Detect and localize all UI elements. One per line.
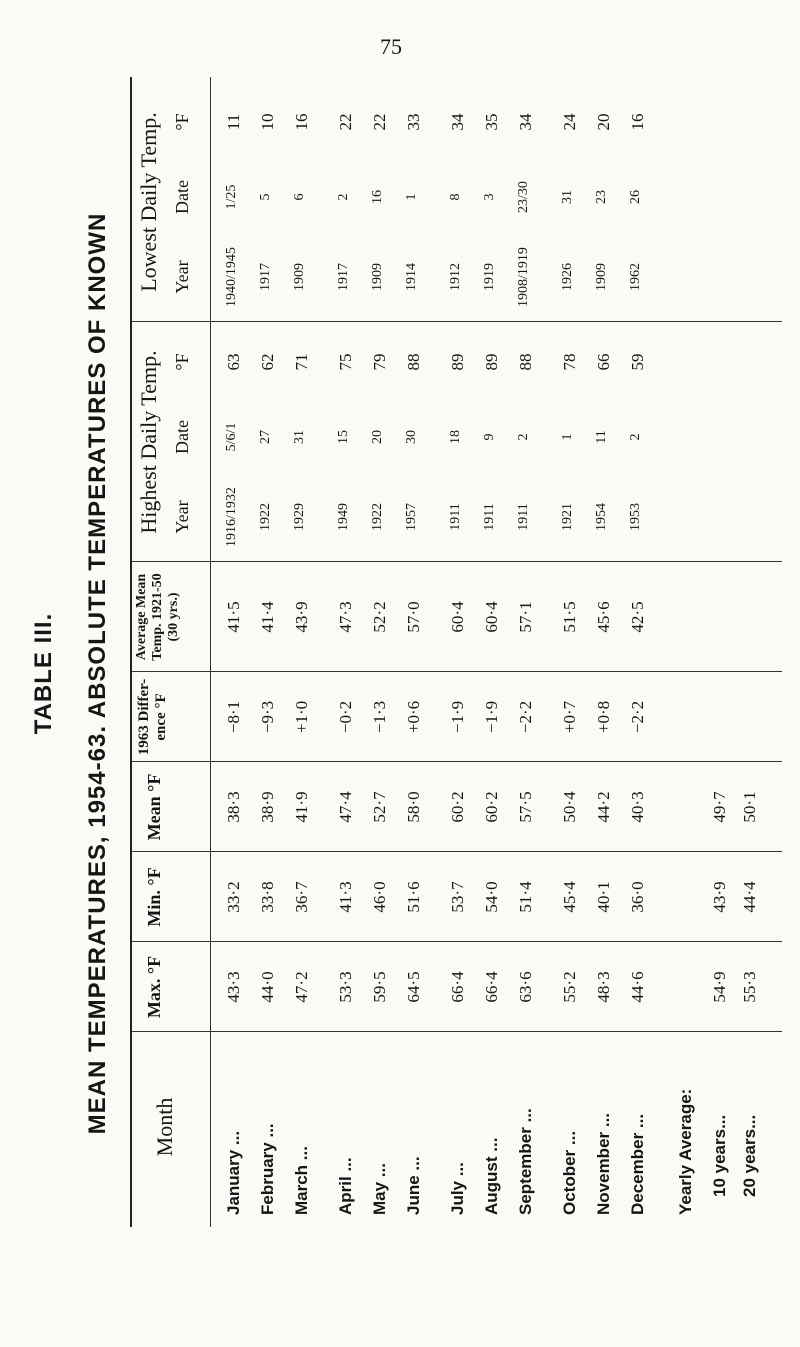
cell-l-year: 1909 — [594, 263, 609, 291]
cell-mean: 44·2 — [594, 791, 613, 823]
cell-l-f: 16 — [292, 113, 311, 131]
cell-l-f: 16 — [628, 113, 647, 131]
cell-l-f: 10 — [258, 113, 277, 131]
cell-mean: 38·9 — [258, 791, 277, 823]
cell-avg: 57·0 — [404, 601, 423, 633]
cell-h-f: 66 — [594, 353, 613, 371]
cell-l-f: 11 — [224, 113, 243, 131]
cell-h-date: 2 — [628, 433, 643, 441]
cell-l-f: 33 — [404, 113, 423, 131]
cell-h-year: 1922 — [370, 503, 385, 531]
cell-l-f: 22 — [336, 113, 355, 131]
cell-h-year: 1957 — [404, 503, 419, 531]
header-high-date: Date — [172, 420, 192, 454]
cell-l-date: 6 — [292, 193, 307, 201]
cell-avg: 57·1 — [516, 601, 535, 633]
cell-min: 41·3 — [336, 881, 355, 913]
cell-max: 55·2 — [560, 971, 579, 1003]
cell-diff: −8·1 — [224, 700, 243, 734]
cell-h-date: 11 — [594, 430, 609, 444]
cell-h-date: 30 — [404, 430, 419, 444]
header-high-year: Year — [172, 500, 192, 534]
cell-diff: −0·2 — [336, 700, 355, 734]
cell-h-date: 15 — [336, 430, 351, 444]
temperature-table — [130, 77, 782, 1227]
cell-h-f: 71 — [292, 353, 311, 371]
cell-month: February ... — [258, 1123, 277, 1215]
cell-avg: 43·9 — [292, 601, 311, 633]
cell-diff: +0·8 — [594, 700, 613, 734]
cell-avg: 51·5 — [560, 601, 579, 633]
cell-h-year: 1922 — [258, 503, 273, 531]
cell-avg: 52·2 — [370, 601, 389, 633]
cell-diff: +0·6 — [404, 700, 423, 734]
cell-l-f: 24 — [560, 113, 579, 131]
column-rule — [132, 321, 782, 322]
header-high-f: °F — [172, 353, 192, 371]
cell-h-date: 5/6/1 — [224, 422, 239, 452]
header-low-f: °F — [172, 113, 192, 131]
cell-h-year: 1954 — [594, 503, 609, 531]
cell-h-f: 89 — [482, 353, 501, 371]
cell-h-year: 1953 — [628, 503, 643, 531]
cell-max: 44·0 — [258, 971, 277, 1003]
header-average: Average Mean Temp. 1921-50 (30 yrs.) — [134, 573, 181, 661]
cell-l-year: 1912 — [448, 263, 463, 291]
header-highest: Highest Daily Temp. — [136, 350, 161, 534]
column-rule — [132, 941, 782, 942]
cell-diff: −2·2 — [516, 700, 535, 734]
cell-h-f: 88 — [404, 353, 423, 371]
cell-month: March ... — [292, 1146, 311, 1215]
cell-mean: 52·7 — [370, 791, 389, 823]
cell-l-date: 1/25 — [224, 184, 239, 210]
title-block — [0, 0, 130, 1347]
column-rule — [132, 1031, 782, 1032]
cell-l-date: 3 — [482, 193, 497, 201]
cell-l-f: 20 — [594, 113, 613, 131]
cell-h-date: 20 — [370, 430, 385, 444]
cell-max: 64·5 — [404, 971, 423, 1003]
yearly-y20-mean: 50·1 — [740, 791, 759, 823]
cell-mean: 60·2 — [482, 791, 501, 823]
cell-l-year: 1917 — [258, 263, 273, 291]
yearly-y10-mean: 49·7 — [710, 791, 729, 823]
cell-min: 51·4 — [516, 881, 535, 913]
cell-h-year: 1929 — [292, 503, 307, 531]
cell-l-date: 23/30 — [516, 181, 531, 213]
cell-diff: −2·2 — [628, 700, 647, 734]
cell-l-date: 8 — [448, 193, 463, 201]
cell-h-date: 9 — [482, 433, 497, 441]
cell-l-date: 31 — [560, 190, 575, 204]
cell-h-f: 75 — [336, 353, 355, 371]
table-title: MEAN TEMPERATURES, 1954-63. ABSOLUTE TEMPERATURES OF KNOWN — [84, 212, 111, 1135]
cell-h-year: 1916/1932 — [224, 487, 239, 547]
yearly-y20-max: 55·3 — [740, 971, 759, 1003]
header-difference: 1963 Differ-ence °F — [136, 678, 169, 756]
cell-h-year: 1921 — [560, 503, 575, 531]
cell-max: 59·5 — [370, 971, 389, 1003]
column-rule — [132, 671, 782, 672]
cell-h-date: 2 — [516, 433, 531, 441]
yearly-y10-max: 54·9 — [710, 971, 729, 1003]
cell-max: 43·3 — [224, 971, 243, 1003]
yearly-y10-label: 10 years... — [710, 1114, 729, 1197]
cell-h-date: 27 — [258, 430, 273, 444]
yearly-average-label: Yearly Average: — [676, 1088, 695, 1215]
cell-avg: 60·4 — [482, 601, 501, 633]
header-min: Min. °F — [144, 867, 164, 927]
cell-max: 66·4 — [448, 971, 467, 1003]
yearly-y20-min: 44·4 — [740, 881, 759, 913]
cell-l-year: 1962 — [628, 263, 643, 291]
column-rule — [132, 851, 782, 852]
cell-mean: 38·3 — [224, 791, 243, 823]
cell-min: 36·0 — [628, 881, 647, 913]
cell-avg: 41·5 — [224, 601, 243, 633]
cell-avg: 42·5 — [628, 601, 647, 633]
column-rule — [132, 561, 782, 562]
header-low-year: Year — [172, 260, 192, 294]
cell-min: 46·0 — [370, 881, 389, 913]
cell-mean: 57·5 — [516, 791, 535, 823]
cell-max: 47·2 — [292, 971, 311, 1003]
cell-l-date: 1 — [404, 193, 419, 201]
cell-l-date: 26 — [628, 190, 643, 204]
cell-l-year: 1926 — [560, 263, 575, 291]
cell-min: 40·1 — [594, 881, 613, 913]
header-low-date: Date — [172, 180, 192, 214]
cell-month: October ... — [560, 1130, 579, 1215]
cell-h-f: 63 — [224, 353, 243, 371]
cell-mean: 41·9 — [292, 791, 311, 823]
cell-min: 51·6 — [404, 881, 423, 913]
cell-min: 53·7 — [448, 881, 467, 913]
cell-diff: −1·9 — [448, 700, 467, 734]
cell-month: December ... — [628, 1113, 647, 1215]
cell-l-year: 1909 — [292, 263, 307, 291]
page-number: 75 — [380, 34, 402, 59]
cell-l-f: 34 — [448, 113, 467, 131]
cell-l-year: 1909 — [370, 263, 385, 291]
table-label: TABLE III. — [30, 612, 57, 735]
cell-max: 53·3 — [336, 971, 355, 1003]
cell-avg: 60·4 — [448, 601, 467, 633]
header-divider — [210, 77, 211, 1227]
cell-h-year: 1949 — [336, 503, 351, 531]
cell-min: 36·7 — [292, 881, 311, 913]
cell-l-year: 1908/1919 — [516, 247, 531, 307]
cell-h-year: 1911 — [516, 503, 531, 531]
cell-month: January ... — [224, 1130, 243, 1215]
cell-month: June ... — [404, 1156, 423, 1215]
cell-avg: 47·3 — [336, 601, 355, 633]
cell-mean: 40·3 — [628, 791, 647, 823]
cell-mean: 58·0 — [404, 791, 423, 823]
cell-mean: 47·4 — [336, 791, 355, 823]
cell-mean: 50·4 — [560, 791, 579, 823]
cell-month: August ... — [482, 1137, 501, 1215]
cell-max: 44·6 — [628, 971, 647, 1003]
cell-h-year: 1911 — [448, 503, 463, 531]
cell-diff: −9·3 — [258, 700, 277, 734]
cell-h-f: 59 — [628, 353, 647, 371]
cell-diff: −1·3 — [370, 700, 389, 734]
cell-month: November ... — [594, 1112, 613, 1215]
cell-h-date: 31 — [292, 430, 307, 444]
cell-month: May ... — [370, 1163, 389, 1215]
cell-l-year: 1940/1945 — [224, 247, 239, 307]
cell-l-year: 1917 — [336, 263, 351, 291]
cell-mean: 60·2 — [448, 791, 467, 823]
cell-h-f: 88 — [516, 353, 535, 371]
cell-l-f: 22 — [370, 113, 389, 131]
cell-h-f: 62 — [258, 353, 277, 371]
header-mean: Mean °F — [144, 773, 164, 841]
cell-month: April ... — [336, 1157, 355, 1215]
header-month: Month — [152, 1097, 177, 1157]
cell-max: 63·6 — [516, 971, 535, 1003]
yearly-y10-min: 43·9 — [710, 881, 729, 913]
cell-l-f: 35 — [482, 113, 501, 131]
cell-l-date: 16 — [370, 190, 385, 204]
cell-l-date: 5 — [258, 193, 273, 201]
cell-min: 54·0 — [482, 881, 501, 913]
cell-l-year: 1919 — [482, 263, 497, 291]
cell-h-date: 18 — [448, 430, 463, 444]
column-rule — [132, 761, 782, 762]
cell-h-f: 78 — [560, 353, 579, 371]
cell-avg: 45·6 — [594, 601, 613, 633]
cell-l-date: 2 — [336, 193, 351, 201]
cell-h-year: 1911 — [482, 503, 497, 531]
cell-month: July ... — [448, 1162, 467, 1215]
yearly-y20-label: 20 years... — [740, 1114, 759, 1197]
cell-l-f: 34 — [516, 113, 535, 131]
cell-l-year: 1914 — [404, 263, 419, 291]
cell-avg: 41·4 — [258, 601, 277, 633]
header-max: Max. °F — [144, 955, 164, 1019]
cell-max: 48·3 — [594, 971, 613, 1003]
cell-diff: +1·0 — [292, 700, 311, 734]
cell-diff: +0·7 — [560, 700, 579, 734]
cell-max: 66·4 — [482, 971, 501, 1003]
cell-month: September ... — [516, 1108, 535, 1215]
cell-min: 45·4 — [560, 881, 579, 913]
header-lowest: Lowest Daily Temp. — [136, 112, 161, 292]
cell-min: 33·2 — [224, 881, 243, 913]
cell-h-f: 89 — [448, 353, 467, 371]
cell-l-date: 23 — [594, 190, 609, 204]
cell-h-f: 79 — [370, 353, 389, 371]
cell-min: 33·8 — [258, 881, 277, 913]
cell-h-date: 1 — [560, 433, 575, 441]
cell-diff: −1·9 — [482, 700, 501, 734]
